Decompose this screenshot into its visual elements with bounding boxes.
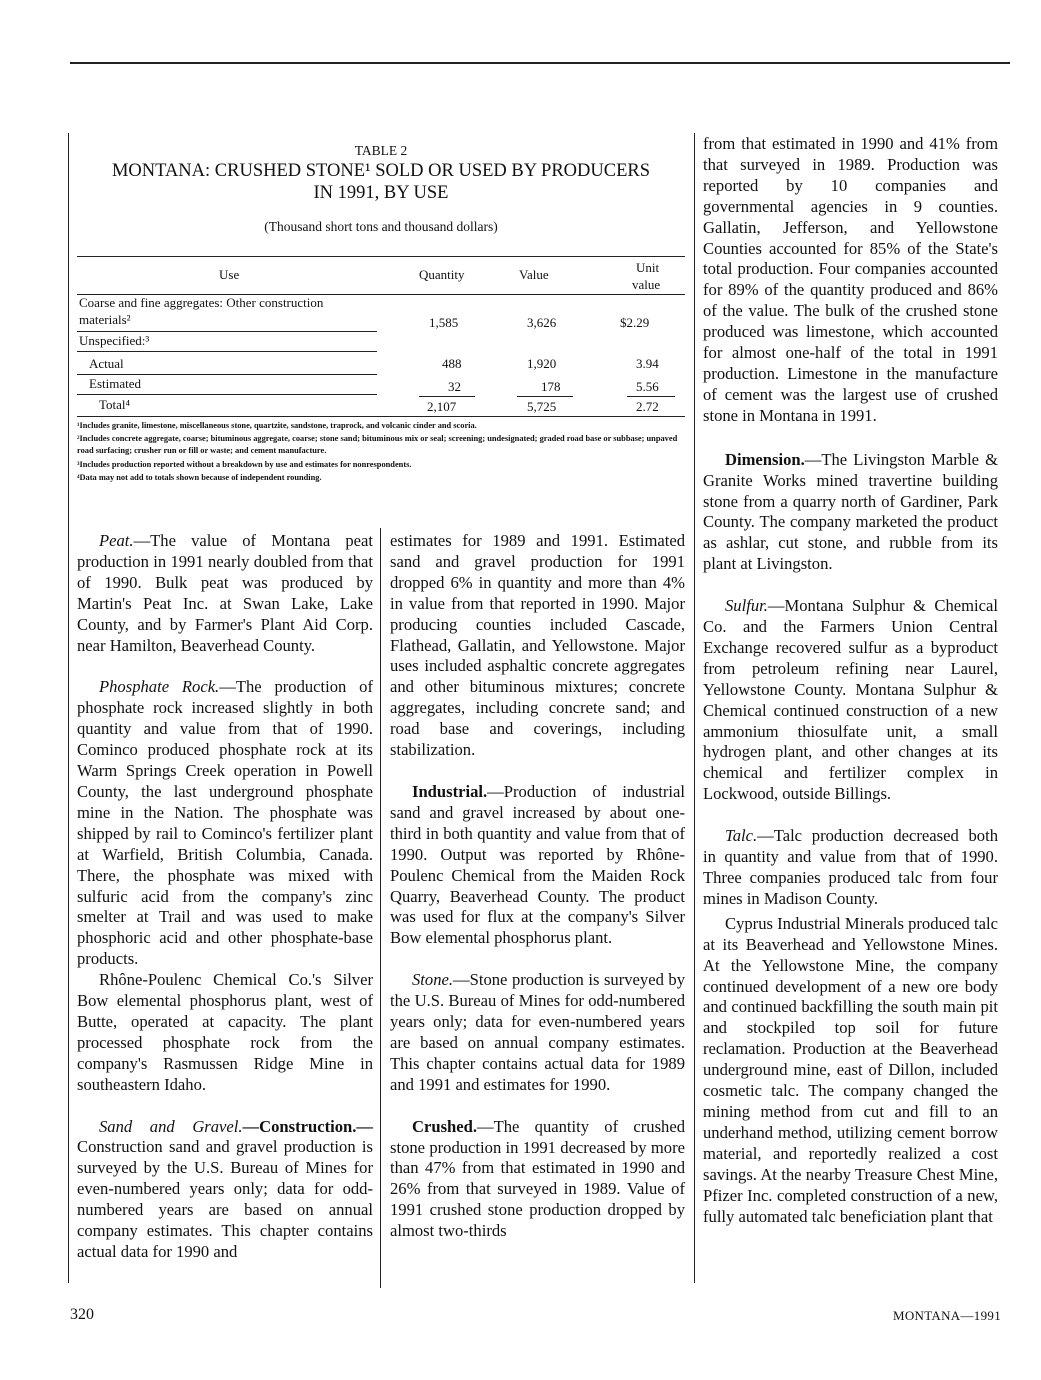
table-title-line-2: IN 1991, BY USE (313, 183, 449, 203)
talc-paragraph (703, 826, 998, 910)
row-total-use: Total⁴ (99, 397, 131, 412)
peat-text: —The value of Montana peat production in 1991 nearly doubled from that of 1990. Bulk peat was produced by Martin's Peat Inc. at Swan Lake, Lake County, and by Farmer's Plant Aid Corp. near Hamilton, Beaverhead County. (77, 531, 373, 655)
row-total-unit-value: 2.72 (636, 399, 659, 414)
crushed-heading: Crushed. (412, 1116, 478, 1136)
header-value: Value (519, 267, 549, 282)
column-rule-2 (694, 133, 695, 1283)
footnote-2: ²Includes concrete aggregate, coarse; bituminous aggregate, coarse; stone sand; bituminous mix or seal; screening; undesignated; graded road base or subbase; unpaved road surfacing; crusher run or fill or waste; and cement manufacture. (77, 434, 678, 455)
stone-text: —Stone production is surveyed by the U.S. Bureau of Mines for odd-numbered years only; data for even-numbered years are based on annual company estimates. This chapter contains actual data for 1989 and 1991 and estimates for 1990. (390, 970, 685, 1094)
sand-gravel-heading: Sand and Gravel. (99, 1116, 243, 1136)
row-estimated-quantity: 32 (448, 379, 461, 394)
crushed-text: —The quantity of crushed stone production in 1991 decreased by more than 47% from that estimated in 1990 and 26% from that surveyed in 1989. Value of 1991 crushed stone production dropped by almost two-thirds (390, 1116, 685, 1241)
sand-gravel-paragraph (77, 1117, 373, 1263)
row-coarse-fine-value: 3,626 (527, 315, 557, 330)
page-number: 320 (70, 1306, 94, 1323)
crushed-paragraph (390, 1117, 685, 1242)
talc-heading: Talc. (725, 826, 758, 846)
stone-heading: Stone. (412, 970, 454, 990)
cyprus-paragraph: Cyprus Industrial Minerals produced talc at its Beaverhead and Yellowstone Mines. At the Yellowstone Mine, the company continued development of a new ore body and continued backfilling the south main pit and stockpiled top soil for future reclamation. Production at the Beaverhead underground mine, east of Dillon, included cosmetic talc. The company changed the mining method from cut and fill to an underhand method, utilizing cement borrow material, and reportedly realized a cost savings. At the nearby Treasure Chest Mine, Pfizer Inc. completed construction of a new, fully automated talc beneficiation plant that (703, 913, 998, 1226)
row-unspecified-use: Unspecified:³ (79, 333, 150, 348)
row-actual-quantity: 488 (442, 356, 462, 371)
column-3 (703, 134, 998, 1227)
header-unit-value-1: Unit (636, 260, 660, 275)
sand-gravel-text: Construction sand and gravel production is surveyed by the U.S. Bureau of Mines for even-numbered years only; data for odd-numbered years are based on annual company estimates. This chapter contains actual data for 1990 and (77, 1137, 373, 1261)
sulfur-heading: Sulfur. (725, 596, 768, 616)
row-actual-use: Actual (89, 356, 124, 371)
peat-paragraph (77, 531, 373, 656)
footnote-3: ³Includes production reported without a breakdown by use and estimates for nonrespondents. (77, 460, 412, 469)
dimension-text: —The Livingston Marble & Granite Works mined travertine building stone from a quarry north of Gardiner, Park County. The company marketed the product as ashlar, cut stone, and rubble from its plant at Livingston. (703, 449, 998, 574)
row-total-value: 5,725 (527, 399, 557, 414)
row-actual-value: 1,920 (527, 356, 557, 371)
header-unit-value-2: value (632, 277, 661, 292)
table-title (75, 160, 687, 204)
sulfur-paragraph (703, 596, 998, 805)
phosphate-heading: Phosphate Rock. (99, 677, 220, 697)
top-rule (70, 62, 1010, 64)
industrial-heading: Industrial. (412, 781, 488, 801)
row-estimated-unit-value: 5.56 (636, 379, 659, 394)
peat-heading: Peat. (99, 531, 134, 550)
footnote-4: ⁴Data may not add to totals shown because of independent rounding. (77, 473, 322, 482)
footnote-1: ¹Includes granite, limestone, miscellaneous stone, quartzite, sandstone, traprock, and volcanic cinder and scoria. (77, 421, 477, 430)
industrial-paragraph (390, 782, 685, 949)
running-title: MONTANA—1991 (893, 1308, 1001, 1323)
phosphate-paragraph (77, 677, 373, 970)
crushed-continued: from that estimated in 1990 and 41% from that surveyed in 1989. Production was reported by 10 companies and governmental agencies in 9 counties. Gallatin, Jefferson, and Yellowstone Counties accounted for 85% of the State's total production. Four companies accounted for 89% of the quantity produced and 86% of the value. The bulk of the crushed stone produced was limestone, which accounted for almost one-half of the total in 1991 production. Limestone in the manufacture of cement was the largest use of crushed stone in Montana in 1991. (703, 134, 998, 425)
talc-text: —Talc production decreased both in quantity and value from that of 1990. Three companies produced talc from four mines in Madison County. (703, 826, 998, 908)
table-number: TABLE 2 (354, 143, 408, 158)
sulfur-text: —Montana Sulphur & Chemical Co. and the Farmers Union Central Exchange recovered sulfur as a byproduct from petroleum refining near Laurel, Yellowstone County. Montana Sulphur & Chemical continued construction of a new ammonium thiosulfate unit, a small hydrogen plant, and other changes at its chemical and fertilizer complex in Lockwood, outside Billings. (703, 596, 998, 804)
industrial-text: —Production of industrial sand and gravel increased by about one-third in both quantity and value from that of 1990. Output was reported by Rhône-Poulenc Chemical from the Maiden Rock Quarry, Beaverhead County. The product was used for flux at the company's Silver Bow elemental phosphorus plant. (390, 781, 685, 948)
header-quantity: Quantity (419, 267, 465, 282)
column-1 (77, 531, 373, 1263)
column-rule-1 (380, 528, 381, 1288)
phosphate-text: —The production of phosphate rock increased slightly in both quantity and value from that of 1990. Cominco produced phosphate rock at its Warm Springs Creek operation in Powell County, the last underground phosphate mine in the Nation. The phosphate was shipped by rail to Cominco's fertilizer plant at Warfield, British Columbia, Canada. There, the phosphate was mixed with sulfuric acid from the company's zinc smelter at Trail and was used to make phosphoric acid and other phosphate-base products. (77, 677, 374, 969)
dimension-paragraph (703, 450, 998, 575)
left-margin-rule (68, 133, 69, 1283)
rhone-paragraph: Rhône-Poulenc Chemical Co.'s Silver Bow elemental phosphorus plant, west of Butte, operated at capacity. The plant processed phosphate rock from the company's Rasmussen Ridge Mine in southeastern Idaho. (77, 970, 373, 1094)
stone-paragraph (390, 970, 685, 1095)
row-total-quantity: 2,107 (427, 399, 457, 414)
construction-heading: —Construction.— (242, 1116, 373, 1136)
column-2 (390, 531, 685, 1242)
row-coarse-fine-use-1: Coarse and fine aggregates: Other construction (79, 295, 324, 310)
dimension-heading: Dimension. (725, 449, 805, 469)
row-estimated-use: Estimated (89, 376, 141, 391)
table-units: (Thousand short tons and thousand dollars) (264, 219, 498, 234)
sand-gravel-continued: estimates for 1989 and 1991. Estimated sand and gravel production for 1991 dropped 6% in quantity and more than 4% in value from that reported in 1990. Major producing counties included Cascade, Flathead, Gallatin, and Yellowstone. Major uses included asphaltic concrete aggregates and other bituminous mixtures; concrete aggregates, including concrete sand; and road base and coverings, including stabilization. (390, 531, 685, 760)
row-coarse-fine-use-2: materials² (79, 312, 131, 327)
row-coarse-fine-quantity: 1,585 (429, 315, 459, 330)
row-coarse-fine-unit-value: $2.29 (620, 315, 650, 330)
row-actual-unit-value: 3.94 (636, 356, 659, 371)
table-title-line-1: MONTANA: CRUSHED STONE¹ SOLD OR USED BY PRODUCERS (111, 161, 651, 181)
header-use: Use (219, 267, 240, 282)
row-estimated-value: 178 (541, 379, 561, 394)
